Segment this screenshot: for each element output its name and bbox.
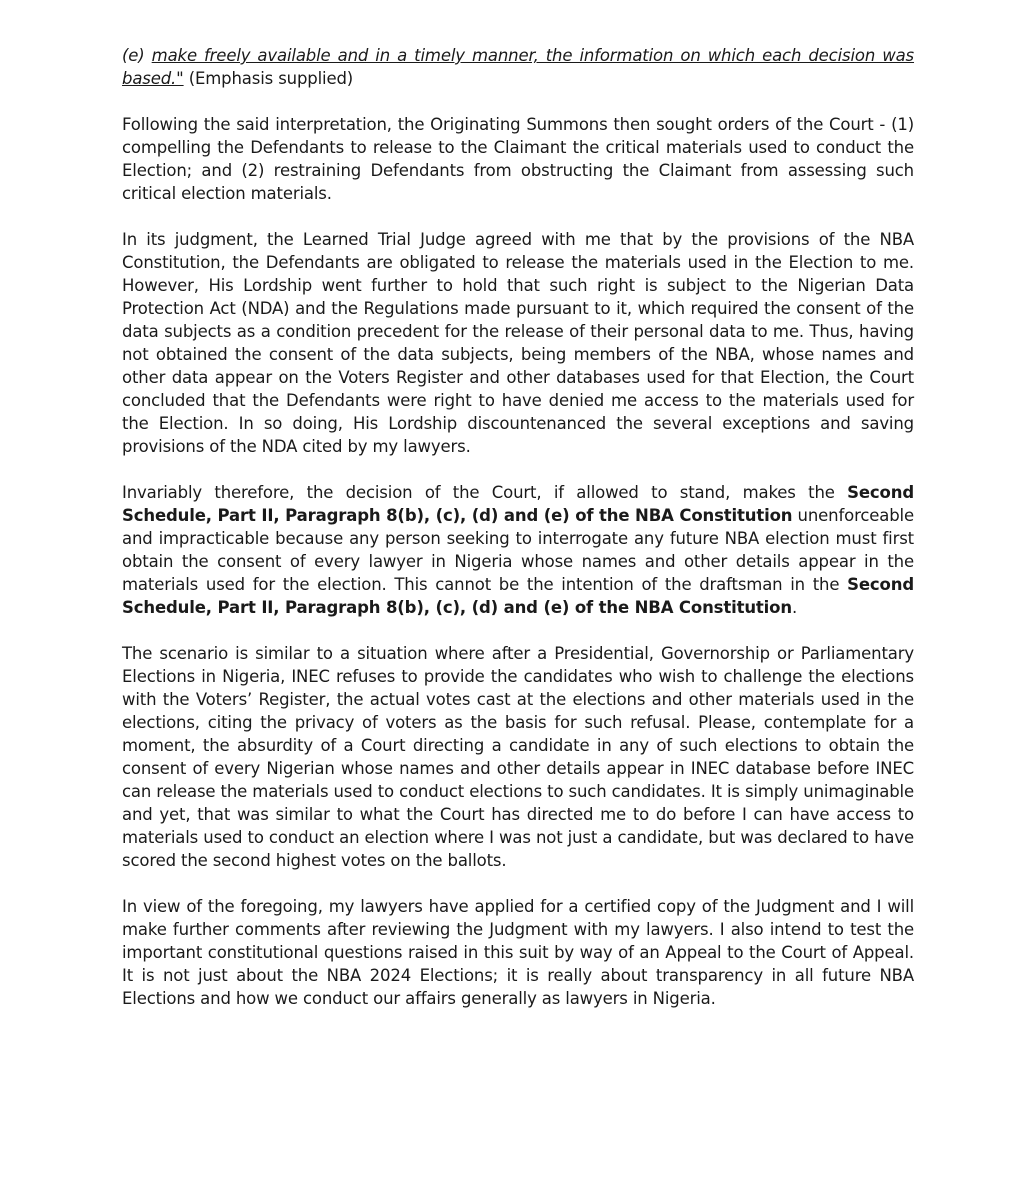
quote-prefix: (e) (122, 46, 152, 65)
paragraph-foregoing: In view of the foregoing, my lawyers have applied for a certified copy of the Judgment and I will make further comments after reviewing the Judgment with my lawyers. I also intend to test the important constitutional questions raised in this suit by way of an Appeal to the Court of Appeal. It is not just about the NBA 2024 Elections; it is really about transparency in all future NBA Elections and how we conduct our affairs generally as lawyers in Nigeria. (122, 897, 914, 1008)
document-page (122, 44, 914, 1033)
paragraph-invariably (122, 481, 914, 619)
quote-underlined-text: make freely available and in a timely manner, the information on which each decision was based." (122, 46, 915, 88)
p4-text-1: Invariably therefore, the decision of the Court, if allowed to stand, makes the (122, 483, 848, 502)
paragraph-scenario: The scenario is similar to a situation where after a Presidential, Governorship or Parliamentary Elections in Nigeria, INEC refuses to provide the candidates who wish to challenge the elections with the Voters’ Register, the actual votes cast at the elections and other materials used in the elections, citing the privacy of voters as the basis for such refusal. Please, contemplate for a moment, the absurdity of a Court directing a candidate in any of such elections to obtain the consent of every Nigerian whose names and other details appear in INEC database before INEC can release the materials used to conduct elections to such candidates. It is simply unimaginable and yet, that was similar to what the Court has directed me to do before I can have access to materials used to conduct an election where I was not just a candidate, but was declared to have scored the second highest votes on the ballots. (122, 644, 914, 870)
paragraph-quote-e (122, 44, 914, 90)
p4-bold-2: Second Schedule, Part II, Paragraph 8(b), (c), (d) and (e) of the NBA Constitution (122, 575, 914, 617)
p4-text-3: . (791, 598, 798, 617)
p4-text-2: unenforceable and impracticable because any person seeking to interrogate any future NBA election must first obtain the consent of every lawyer in Nigeria whose names and other details appear in the materials used for the election. This cannot be the intention of the draftsman in the (122, 506, 914, 594)
paragraph-originating-summons: Following the said interpretation, the Originating Summons then sought orders of the Court - (1) compelling the Defendants to release to the Claimant the critical materials used to conduct the Election; and (2) restraining Defendants from obstructing the Claimant from assessing such critical election materials. (122, 115, 914, 203)
p4-bold-1: Second Schedule, Part II, Paragraph 8(b), (c), (d) and (e) of the NBA Constitution (122, 483, 914, 525)
paragraph-judgment: In its judgment, the Learned Trial Judge agreed with me that by the provisions of the NBA Constitution, the Defendants are obligated to release the materials used in the Election to me. However, His Lordship went further to hold that such right is subject to the Nigerian Data Protection Act (NDA) and the Regulations made pursuant to it, which required the consent of the data subjects as a condition precedent for the release of their personal data to me. Thus, having not obtained the consent of the data subjects, being members of the NBA, whose names and other data appear on the Voters Register and other databases used for that Election, the Court concluded that the Defendants were right to have denied me access to the materials used for the Election. In so doing, His Lordship discountenanced the several exceptions and saving provisions of the NDA cited by my lawyers. (122, 230, 914, 456)
emphasis-note: (Emphasis supplied) (183, 69, 354, 88)
